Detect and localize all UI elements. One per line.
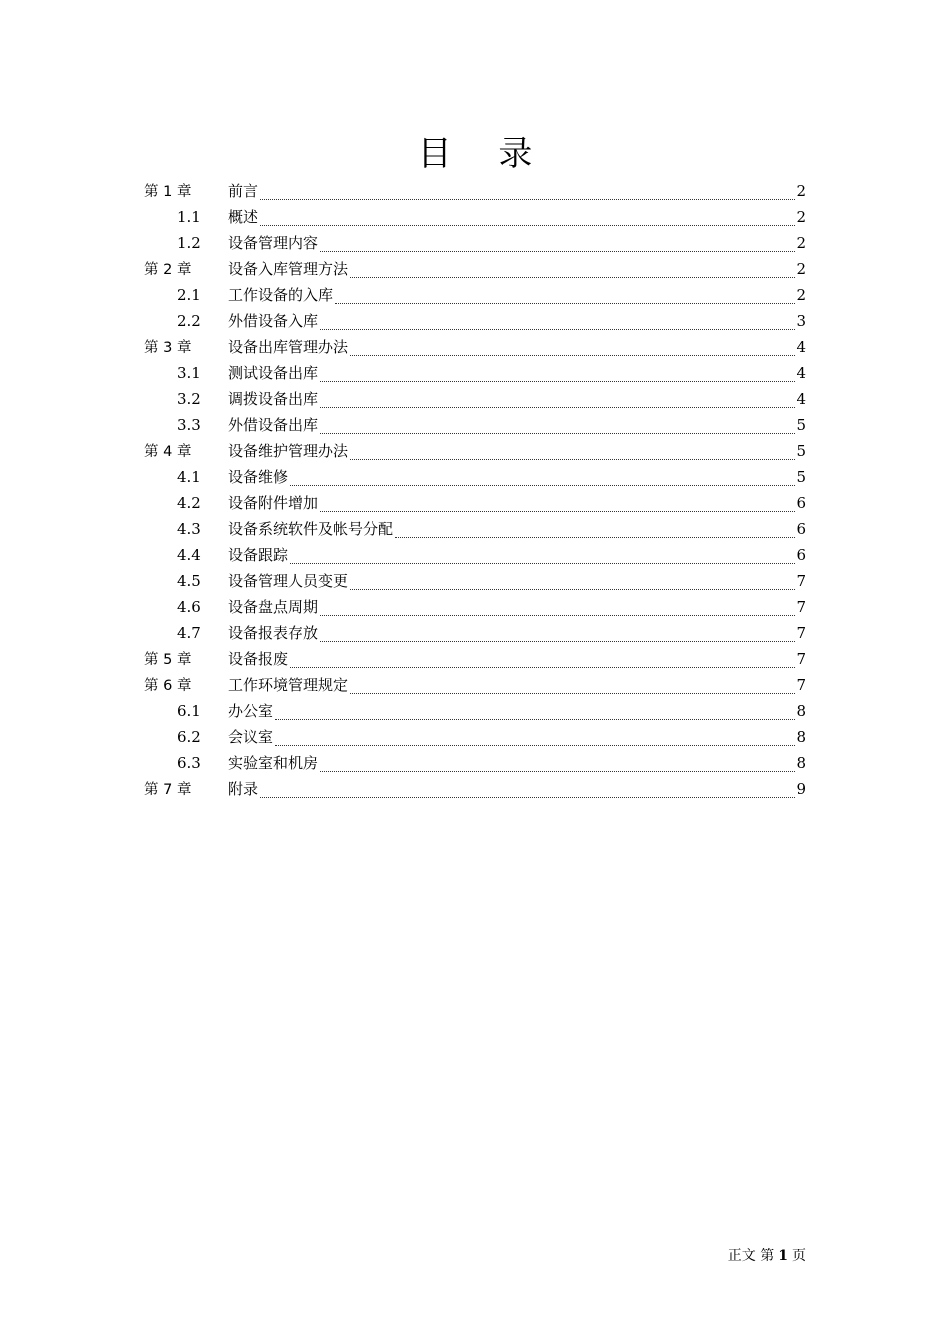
toc-entry-number: 4.5	[177, 572, 201, 590]
toc-section-entry[interactable]	[144, 724, 806, 750]
footer-page-number: 1	[778, 1248, 788, 1264]
toc-entry-number: 3.2	[177, 390, 201, 408]
toc-entry-page: 7	[796, 572, 806, 590]
toc-chapter-entry[interactable]	[144, 334, 806, 360]
toc-entry-title: 概述	[228, 208, 259, 226]
toc-entry-title: 办公室	[228, 702, 274, 720]
toc-entry-title: 外借设备出库	[228, 416, 319, 434]
toc-dot-leader	[290, 477, 795, 486]
toc-dot-leader	[395, 529, 795, 538]
toc-entry-number: 3.3	[177, 416, 201, 434]
toc-section-entry[interactable]	[144, 360, 806, 386]
toc-entry-title: 设备跟踪	[228, 546, 289, 564]
toc-section-entry[interactable]	[144, 568, 806, 594]
toc-entry-page: 5	[796, 468, 806, 486]
toc-entry-page: 8	[796, 754, 806, 772]
toc-dot-leader	[320, 373, 795, 382]
toc-entry-page: 4	[796, 364, 806, 382]
toc-dot-leader	[320, 633, 795, 642]
toc-chapter-entry[interactable]	[144, 776, 806, 802]
toc-section-entry[interactable]	[144, 542, 806, 568]
toc-entry-page: 7	[796, 650, 806, 668]
toc-entry-title: 设备维修	[228, 468, 289, 486]
toc-dot-leader	[260, 789, 795, 798]
toc-entry-number: 第 1 章	[144, 184, 192, 200]
toc-dot-leader	[320, 399, 795, 408]
toc-entry-number: 6.2	[177, 728, 201, 746]
toc-entry-title: 设备系统软件及帐号分配	[228, 520, 394, 538]
toc-section-entry[interactable]	[144, 464, 806, 490]
toc-entry-page: 8	[796, 728, 806, 746]
toc-entry-page: 4	[796, 338, 806, 356]
toc-entry-title: 附录	[228, 780, 259, 798]
toc-entry-number: 4.7	[177, 624, 201, 642]
toc-section-entry[interactable]	[144, 490, 806, 516]
toc-entry-title: 设备管理内容	[228, 234, 319, 252]
toc-dot-leader	[320, 425, 795, 434]
toc-entry-title: 设备报废	[228, 650, 289, 668]
toc-entry-title: 前言	[228, 182, 259, 200]
toc-section-entry[interactable]	[144, 750, 806, 776]
toc-entry-title: 外借设备入库	[228, 312, 319, 330]
page-footer	[700, 1246, 806, 1266]
toc-dot-leader	[320, 763, 795, 772]
toc-dot-leader	[350, 581, 795, 590]
toc-dot-leader	[350, 685, 795, 694]
toc-entry-page: 2	[796, 286, 806, 304]
toc-entry-page: 5	[796, 416, 806, 434]
toc-entry-page: 7	[796, 676, 806, 694]
toc-entry-page: 7	[796, 598, 806, 616]
toc-entry-number: 2.1	[177, 286, 201, 304]
toc-chapter-entry[interactable]	[144, 672, 806, 698]
toc-entry-title: 工作设备的入库	[228, 286, 334, 304]
toc-dot-leader	[350, 347, 795, 356]
toc-entry-number: 6.3	[177, 754, 201, 772]
toc-section-entry[interactable]	[144, 698, 806, 724]
toc-entry-number: 4.1	[177, 468, 201, 486]
toc-entry-number: 4.3	[177, 520, 201, 538]
toc-section-entry[interactable]	[144, 386, 806, 412]
toc-entry-page: 6	[796, 546, 806, 564]
toc-dot-leader	[320, 321, 795, 330]
toc-section-entry[interactable]	[144, 516, 806, 542]
toc-entry-number: 1.1	[177, 208, 201, 226]
toc-section-entry[interactable]	[144, 308, 806, 334]
toc-entry-number: 第 3 章	[144, 340, 192, 356]
toc-entry-number: 3.1	[177, 364, 201, 382]
toc-dot-leader	[350, 451, 795, 460]
page-title: 目 录	[417, 134, 551, 174]
toc-dot-leader	[275, 737, 795, 746]
toc-dot-leader	[350, 269, 795, 278]
toc-entry-number: 第 4 章	[144, 444, 192, 460]
toc-entry-title: 工作环境管理规定	[228, 676, 349, 694]
toc-dot-leader	[260, 191, 795, 200]
toc-entry-title: 设备出库管理办法	[228, 338, 349, 356]
toc-entry-page: 6	[796, 520, 806, 538]
toc-entry-page: 2	[796, 182, 806, 200]
toc-entry-title: 设备管理人员变更	[228, 572, 349, 590]
toc-entry-number: 6.1	[177, 702, 201, 720]
toc-entry-page: 5	[796, 442, 806, 460]
toc-section-entry[interactable]	[144, 594, 806, 620]
toc-section-entry[interactable]	[144, 204, 806, 230]
toc-entry-number: 4.6	[177, 598, 201, 616]
toc-entry-page: 6	[796, 494, 806, 512]
toc-section-entry[interactable]	[144, 282, 806, 308]
toc-section-entry[interactable]	[144, 620, 806, 646]
toc-chapter-entry[interactable]	[144, 256, 806, 282]
toc-entry-title: 设备维护管理办法	[228, 442, 349, 460]
toc-entry-number: 第 6 章	[144, 678, 192, 694]
toc-chapter-entry[interactable]	[144, 178, 806, 204]
toc-dot-leader	[260, 217, 795, 226]
toc-dot-leader	[275, 711, 795, 720]
toc-dot-leader	[320, 607, 795, 616]
toc-dot-leader	[320, 243, 795, 252]
toc-entry-page: 3	[796, 312, 806, 330]
toc-entry-title: 实验室和机房	[228, 754, 319, 772]
toc-entry-number: 第 5 章	[144, 652, 192, 668]
toc-entry-page: 9	[796, 780, 806, 798]
toc-entry-title: 设备附件增加	[228, 494, 319, 512]
table-of-contents	[144, 178, 806, 802]
toc-section-entry[interactable]	[144, 412, 806, 438]
toc-entry-page: 8	[796, 702, 806, 720]
toc-dot-leader	[335, 295, 795, 304]
footer-suffix: 页	[792, 1248, 806, 1264]
toc-entry-number: 4.4	[177, 546, 201, 564]
toc-chapter-entry[interactable]	[144, 646, 806, 672]
toc-entry-number: 第 2 章	[144, 262, 192, 278]
toc-entry-title: 会议室	[228, 728, 274, 746]
toc-entry-title: 测试设备出库	[228, 364, 319, 382]
toc-dot-leader	[290, 555, 795, 564]
toc-entry-title: 设备报表存放	[228, 624, 319, 642]
toc-entry-title: 设备盘点周期	[228, 598, 319, 616]
toc-section-entry[interactable]	[144, 230, 806, 256]
toc-entry-title: 设备入库管理方法	[228, 260, 349, 278]
toc-entry-page: 7	[796, 624, 806, 642]
toc-entry-number: 1.2	[177, 234, 201, 252]
toc-dot-leader	[290, 659, 795, 668]
toc-chapter-entry[interactable]	[144, 438, 806, 464]
toc-dot-leader	[320, 503, 795, 512]
toc-entry-number: 2.2	[177, 312, 201, 330]
toc-entry-title: 调拨设备出库	[228, 390, 319, 408]
toc-entry-page: 4	[796, 390, 806, 408]
toc-entry-page: 2	[796, 208, 806, 226]
toc-entry-number: 第 7 章	[144, 782, 192, 798]
toc-entry-page: 2	[796, 234, 806, 252]
toc-entry-number: 4.2	[177, 494, 201, 512]
footer-prefix: 正文 第	[727, 1248, 775, 1264]
toc-entry-page: 2	[796, 260, 806, 278]
